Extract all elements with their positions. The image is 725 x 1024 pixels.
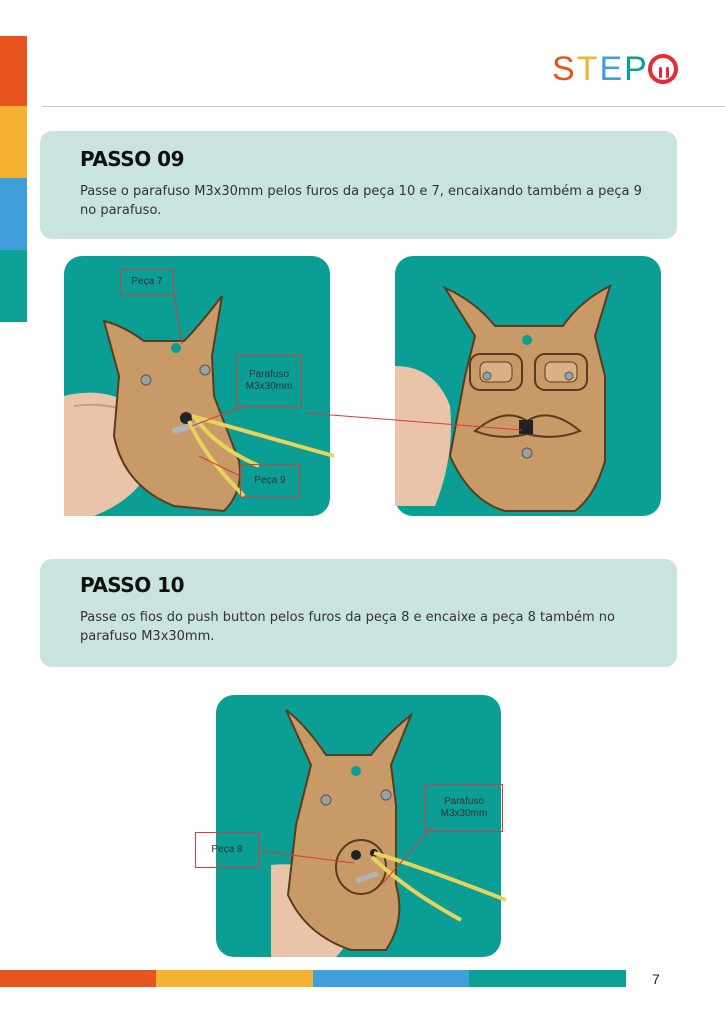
logo-letter-s: S xyxy=(552,50,577,88)
step-10-description: Passe os fios do push button pelos furos da peça 8 e encaixe a peça 8 também no parafuso M3x30mm. xyxy=(80,610,615,644)
bottom-color-bar xyxy=(0,970,626,987)
label-parafuso-step10: Parafuso M3x30mm xyxy=(425,784,503,832)
step-09-title: PASSO 09 xyxy=(80,147,185,171)
logo-letter-e: E xyxy=(599,50,625,88)
logo-letter-p: P xyxy=(624,50,649,88)
step-10-panel xyxy=(40,559,677,667)
label-peca-7: Peça 7 xyxy=(120,269,174,295)
page-number: 7 xyxy=(652,971,660,987)
bottom-bar-blue xyxy=(313,970,469,987)
label-peca-9: Peça 9 xyxy=(240,464,300,498)
step-10-title: PASSO 10 xyxy=(80,573,185,597)
logo-letter-t: T xyxy=(576,50,600,88)
label-peca-8: Peça 8 xyxy=(195,832,259,868)
bottom-bar-teal xyxy=(469,970,626,987)
bottom-bar-yellow xyxy=(156,970,313,987)
bottom-bar-orange xyxy=(0,970,156,987)
label-parafuso-left: Parafuso M3x30mm xyxy=(236,355,302,407)
step-09-description: Passe o parafuso M3x30mm pelos furos da peça 10 e 7, encaixando também a peça 9 no parafuso. xyxy=(80,184,642,218)
step-10-photo xyxy=(211,695,501,957)
